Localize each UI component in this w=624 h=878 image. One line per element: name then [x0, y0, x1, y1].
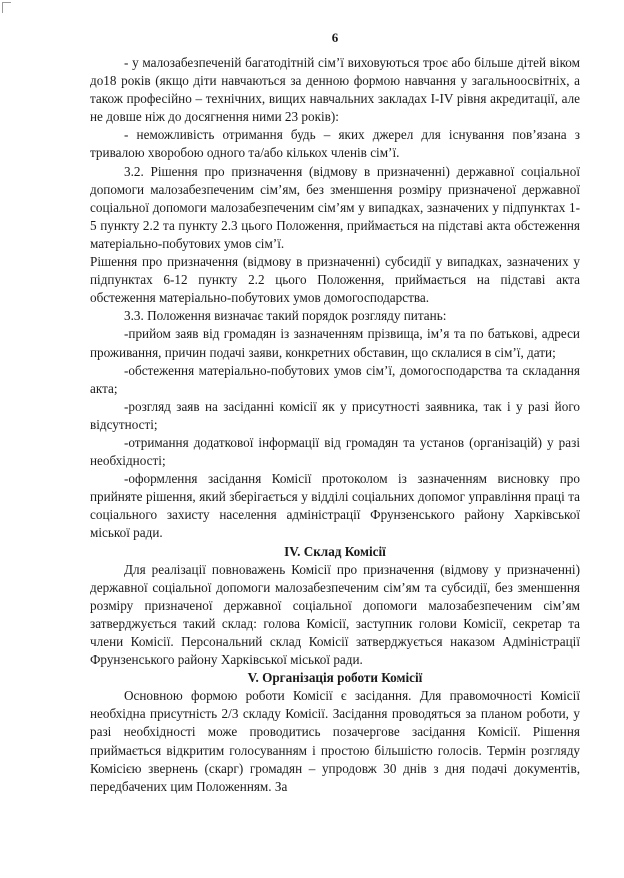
paragraph: Рішення про призначення (відмову в призначенні) субсидії у випадках, зазначених у підпунктах 6-12 пункту 2.2 цього Положення, приймається на підставі акта обстеження матеріально-побутових умов домогосподарства. [90, 254, 580, 306]
list-item: -оформлення засідання Комісії протоколом із зазначенням висновку про прийняте рішення, який зберігається у відділі соціальних допомог управління праці та соціального захисту населення адміністрації Фрунзенського району Харківської міської ради. [90, 471, 580, 541]
section-heading: IV. Склад Комісії [284, 543, 386, 559]
list-item: -обстеження матеріально-побутових умов сім’ї, домогосподарства та складання акта; [90, 362, 580, 396]
paragraph: - неможливість отримання будь – яких джерел для існування пов’язана з тривалою хворобою одного та/або кількох членів сім’ї. [90, 127, 580, 161]
list-item: -розгляд заяв на засіданні комісії як у присутності заявника, так і у разі його відсутності; [90, 398, 580, 432]
paragraph: 3.3. Положення визначає такий порядок розгляду питань: [124, 308, 447, 324]
page-number: 6 [331, 30, 339, 45]
paragraph: 3.2. Рішення про призначення (відмову в призначенні) державної соціальної допомоги малозабезпеченим сім’ям, без зменшення розміру призначеної державної соціальної допомоги малозабезпеченим сім’ям у випадках, зазначених у підпунктах 1-5 пункту 2.2 та пункту 2.3 цього Положення, приймається на підставі акта обстеження матеріально-побутових умов сім’ї. [90, 163, 580, 251]
paragraph: Для реалізації повноважень Комісії про призначення (відмову у призначенні) державної соціальної допомоги малозабезпеченим сім’ям та субсидії, без зменшення розміру призначеної державної соціальної допомоги малозабезпеченим сім’ям затверджується такий склад: голова Комісії, заступник голови Комісії, секретар та члени Комісії. Персональний склад Комісії затверджується наказом Адміністрації Фрунзенського району Харківської міської ради. [90, 561, 580, 668]
paragraph: Основною формою роботи Комісії є засідання. Для правомочності Комісії необхідна присутність 2/3 складу Комісії. Засідання проводяться за планом роботи, у разі необхідності може проводитись позачергове засідання Комісії. Рішення приймається відкритим голосуванням і простою більшістю голосів. Термін розгляду Комісією звернень (скарг) громадян – упродовж 30 днів з дня подачі документів, передбачених цим Положенням. За [90, 688, 580, 794]
scan-corner-mark [2, 2, 11, 13]
section-heading: V. Організація роботи Комісії [247, 670, 423, 686]
list-item: -отримання додаткової інформації від громадян та установ (організацій) у разі необхідності; [90, 434, 580, 469]
paragraph: - у малозабезпеченій багатодітній сім’ї виховуються троє або більше дітей віком до18 років (якщо діти навчаються за денною формою навчання у загальноосвітніх, а також професійно – технічних, вищих навчальних закладах І-IV рівня акредитації, але не довше ніж до досягнення ними 23 років): [90, 55, 580, 125]
list-item: -прийом заяв від громадян із зазначенням прізвища, ім’я та по батькові, адреси проживання, причин подачі заяви, конкретних обставин, що склалися в сім’ї, дати; [90, 326, 580, 360]
